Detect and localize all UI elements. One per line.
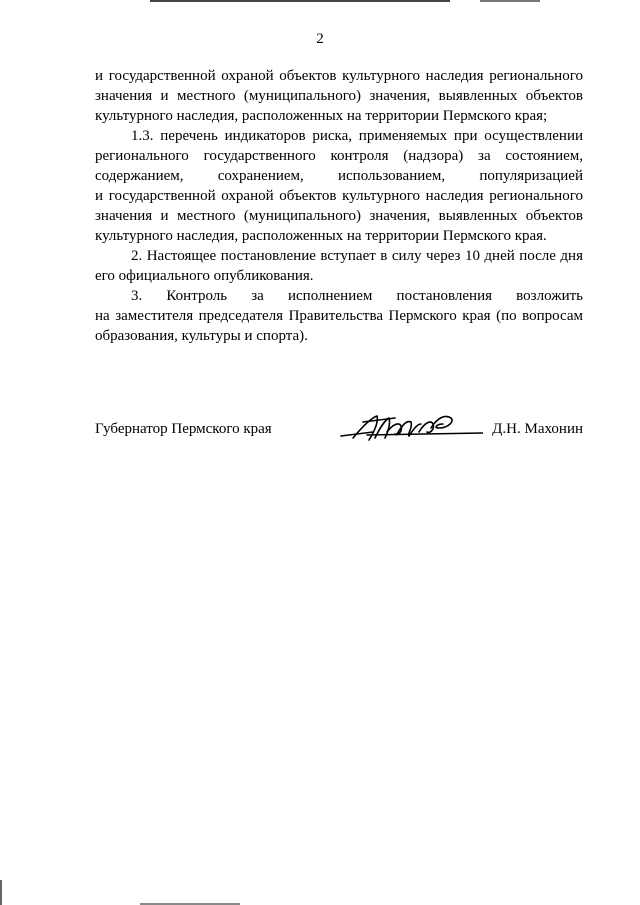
paragraph-line: культурного наследия, расположенных на территории Пермского края; [95,108,548,124]
paragraph-line: и государственной охраной объектов культурного наследия регионального [95,68,583,84]
page-number: 2 [316,31,324,47]
paragraph-line: содержанием, сохранением, использованием, популяризацией [95,168,583,184]
scan-edge-mark [480,0,540,2]
scan-edge-mark [0,880,2,905]
paragraph-line: регионального государственного контроля (надзора) за состоянием, [95,148,583,164]
paragraph-line: и государственной охраной объектов культурного наследия регионального [95,188,583,204]
document-body [95,66,583,346]
scan-edge-mark [150,0,450,2]
signatory-title: Губернатор Пермского края [95,421,272,437]
paragraph-line: 3. Контроль за исполнением постановления возложить [131,288,583,304]
paragraph-line: 1.3. перечень индикаторов риска, применяемых при осуществлении [131,128,583,144]
paragraph-line: его официального опубликования. [95,268,314,284]
paragraph-line: образования, культуры и спорта). [95,328,308,344]
handwritten-signature [333,408,483,448]
signatory-name: Д.Н. Махонин [492,421,583,437]
paragraph-line: на заместителя председателя Правительства Пермского края (по вопросам [95,308,583,324]
paragraph-line: значения и местного (муниципального) значения, выявленных объектов [95,88,583,104]
paragraph-line: культурного наследия, расположенных на территории Пермского края. [95,228,547,244]
paragraph-line: значения и местного (муниципального) значения, выявленных объектов [95,208,583,224]
signature-block [95,418,583,448]
paragraph-line: 2. Настоящее постановление вступает в силу через 10 дней после дня [131,248,583,264]
